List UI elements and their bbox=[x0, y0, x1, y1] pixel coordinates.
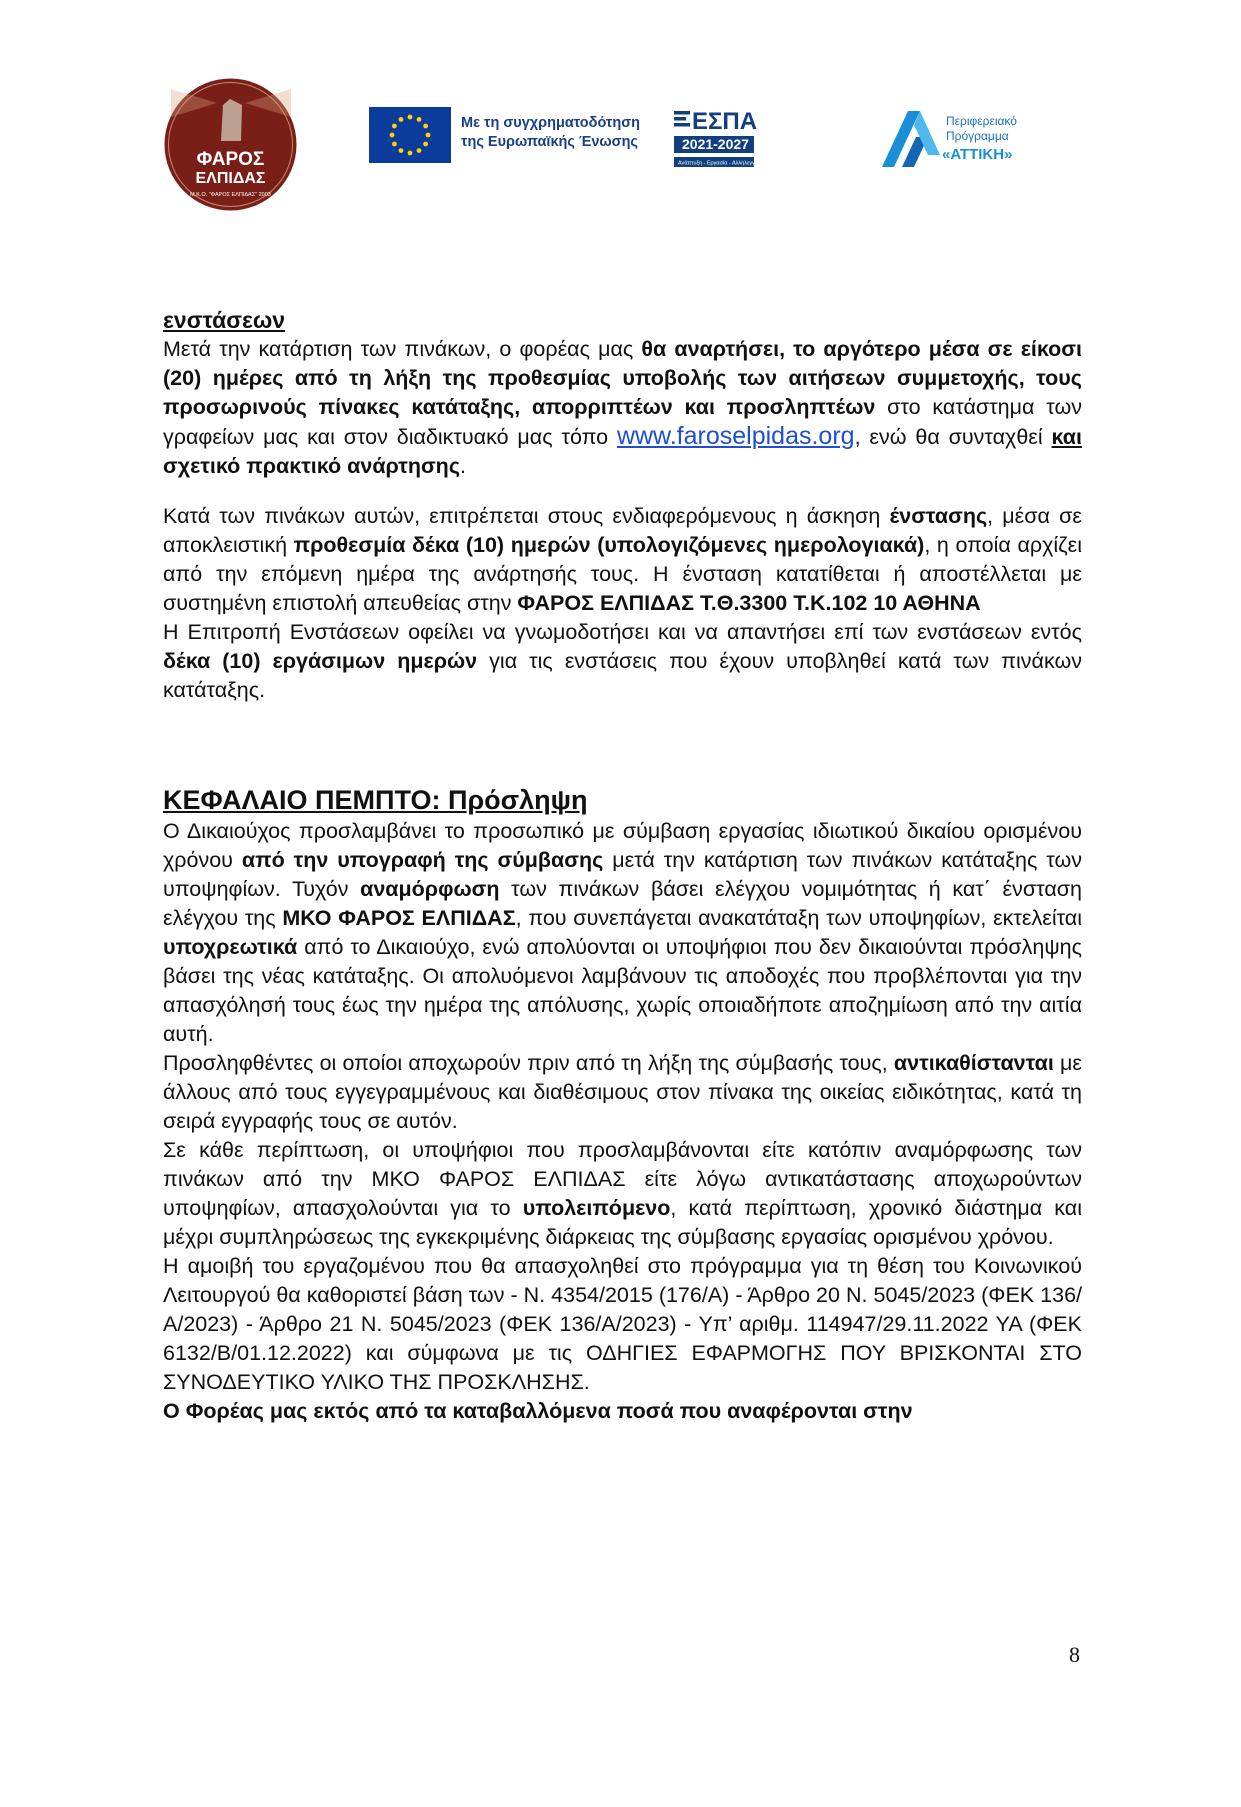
p2-bold-2: προθεσμία δέκα (10) ημερών (υπολογιζόμενες ημερολογιακά) bbox=[293, 533, 925, 557]
eu-cofunding-text bbox=[461, 114, 640, 152]
p4-text-1: Ο Δικαιούχος προσλαμβάνει το προσωπικό με σύμβαση εργασίας ιδιωτικού δικαίου ορισμένου χρόνου bbox=[163, 819, 1082, 872]
espa-title: ΕΣΠΑ bbox=[692, 108, 758, 135]
page-number: 8 bbox=[1069, 1642, 1080, 1667]
spacer bbox=[163, 705, 1082, 783]
p1-text-4: . bbox=[460, 454, 466, 478]
eu-text-line2: της Ευρωπαϊκής Ένωσης bbox=[461, 134, 638, 150]
p4-bold-2: αναμόρφωση bbox=[360, 877, 500, 901]
document-body bbox=[163, 305, 1082, 1426]
p5-text-1: Προσληφθέντες οι οποίοι αποχωρούν πριν από τη λήξη της σύμβασής τους, bbox=[163, 1051, 894, 1075]
eu-text-line1: Με τη συγχρηματοδότηση bbox=[461, 115, 641, 131]
p4-bold-4: υποχρεωτικά bbox=[163, 935, 298, 959]
p3-text-1: Η Επιτροπή Ενστάσεων οφείλει να γνωμοδοτήσει και να απαντήσει επί των ενστάσεων εντός bbox=[163, 620, 1082, 644]
p3-bold-1: δέκα (10) εργάσιμων ημερών bbox=[163, 649, 478, 673]
p1-bold-1: θα αναρτήσει, το αργότερο μέσα σε είκοσι (20) ημέρες από τη λήξη της προθεσμίας υποβολής των αιτήσεων συμμετοχής, τους προσωρινούς πίνακες κατάταξης, απορριπτέων και προσληπτέων bbox=[163, 337, 1082, 419]
p6-text-1: Σε κάθε περίπτωση, οι υποψήφιοι που προσλαμβάνονται είτε κατόπιν αναμόρφωσης των πινάκων από την ΜΚΟ ΦΑΡΟΣ ΕΛΠΙΔΑΣ είτε λόγω αντικατάστασης αποχωρούντων υποψηφίων, απασχολούνται για το bbox=[163, 1138, 1082, 1220]
paragraph-replacement bbox=[163, 1049, 1082, 1136]
paragraph-posting-tables bbox=[163, 335, 1082, 481]
p2-text-3: , η οποία αρχίζει από την επόμενη ημέρα της ανάρτησής τους. Η ένσταση κατατίθεται ή αποστέλλεται με συστημένη επιστολή απευθείας στην bbox=[163, 533, 1083, 615]
p2-bold-1: ένστασης bbox=[889, 504, 988, 528]
p4-text-5: από το Δικαιούχο, ενώ απολύονται οι υποψήφιοι που δεν δικαιούνται πρόσληψης βάσει της νέας κατάταξης. Οι απολυόμενοι λαμβάνουν τις αποδοχές που προβλέπονται για την απασχόλησή τους έως την ημέρα της απόλυσης, χωρίς οποιαδήποτε αποζημίωση από την αιτία αυτή. bbox=[163, 935, 1082, 1046]
attiki-line3: «ΑΤΤΙΚΗ» bbox=[942, 146, 1013, 163]
p5-bold-1: αντικαθίστανται bbox=[893, 1051, 1054, 1075]
espa-logo bbox=[672, 105, 767, 171]
paragraph-objection-right bbox=[163, 502, 1082, 618]
p4-bold-1: από την υπογραφή της σύμβασης bbox=[241, 848, 604, 872]
eu-cofunding-block bbox=[369, 107, 769, 177]
section-heading-objections: ενστάσεων bbox=[163, 307, 286, 333]
faros-logo-subtitle: Μ.Κ.Ο. "ΦΑΡΟΣ ΕΛΠΙΔΑΣ" 2003 bbox=[190, 192, 271, 198]
p2-text-1: Κατά των πινάκων αυτών, επιτρέπεται στους ενδιαφερόμενους η άσκηση bbox=[163, 504, 890, 528]
faros-elpidas-logo bbox=[163, 77, 298, 212]
p3-text-2: για τις ενστάσεις που έχουν υποβληθεί κατά των πινάκων κατάταξης. bbox=[163, 649, 1082, 702]
chapter-heading: ΚΕΦΑΛΑΙΟ ΠΕΜΠΤΟ: Πρόσληψη bbox=[163, 785, 588, 815]
p8-bold: Ο Φορέας μας εκτός από τα καταβαλλόμενα ποσά που αναφέρονται στην bbox=[163, 1399, 913, 1423]
faros-logo-line2: ΕΛΠΙΔΑΣ bbox=[195, 170, 266, 187]
p1-bold-underlined: και bbox=[1051, 425, 1082, 449]
p5-text-2: με άλλους από τους εγγεγραμμένους και διαθέσιμους στον πίνακα της οικείας ειδικότητας, κατά τη σειρά εγγραφής τους σε αυτόν. bbox=[163, 1051, 1083, 1133]
p6-text-2: , κατά περίπτωση, χρονικό διάστημα και μέχρι συμπληρώσεως της εγκεκριμένης διάρκειας της σύμβασης εργασίας ορισμένου χρόνου. bbox=[163, 1196, 1082, 1249]
attiki-line1: Περιφερειακό bbox=[946, 114, 1017, 128]
paragraph-remaining-period bbox=[163, 1136, 1082, 1252]
attiki-program-logo bbox=[874, 97, 1044, 177]
p1-text-3: , ενώ θα συνταχθεί bbox=[854, 425, 1052, 449]
p4-text-2: μετά την κατάρτιση των πινάκων κατάταξης των υποψηφίων. Τυχόν bbox=[163, 848, 1082, 901]
p1-bold-2: σχετικό πρακτικό ανάρτησης bbox=[163, 454, 461, 478]
page-header bbox=[0, 70, 1241, 220]
attiki-line2: Πρόγραμμα bbox=[946, 129, 1009, 143]
p1-text-1: Μετά την κατάρτιση των πινάκων, ο φορέας μας bbox=[163, 337, 642, 361]
p4-text-3: των πινάκων βάσει ελέγχου νομιμότητας ή κατ΄ ένσταση ελέγχου της bbox=[163, 877, 1082, 930]
espa-years: 2021-2027 bbox=[682, 136, 749, 152]
p2-text-2: , μέσα σε αποκλειστική bbox=[163, 504, 1082, 557]
eu-flag-icon bbox=[369, 107, 451, 163]
p4-text-4: , που συνεπάγεται ανακατάταξη των υποψηφίων, εκτελείται bbox=[515, 906, 1082, 930]
faros-logo-line1: ΦΑΡΟΣ bbox=[196, 149, 265, 170]
paragraph-remuneration: Η αμοιβή του εργαζομένου που θα απασχοληθεί στο πρόγραμμα για τη θέση του Κοινωνικού Λειτουργού θα καθοριστεί βάση των - Ν. 4354/2015 (176/Α) - Άρθρο 20 Ν. 5045/2023 (ΦΕΚ 136/Α/2023) - Άρθρο 21 Ν. 5045/2023 (ΦΕΚ 136/Α/2023) - Υπ’ αριθμ. 114947/29.11.2022 ΥΑ (ΦΕΚ 6132/Β/01.12.2022) και σύμφωνα με τις ΟΔΗΓΙΕΣ ΕΦΑΡΜΟΓΗΣ ΠΟΥ ΒΡΙΣΚΟΝΤΑΙ ΣΤΟ ΣΥΝΟΔΕΥΤΙΚΟ ΥΛΙΚΟ ΤΗΣ ΠΡΟΣΚΛΗΣΗΣ. bbox=[163, 1254, 1082, 1394]
paragraph-additional-amounts bbox=[163, 1397, 1082, 1426]
espa-tagline: Ανάπτυξη - Εργασία - Αλληλεγγύη bbox=[678, 160, 761, 167]
p6-bold-1: υπολειπόμενο bbox=[522, 1196, 671, 1220]
p4-bold-3: ΜΚΟ ΦΑΡΟΣ ΕΛΠΙΔΑΣ bbox=[282, 906, 516, 930]
paragraph-hiring bbox=[163, 817, 1082, 1049]
p2-bold-3: ΦΑΡΟΣ ΕΛΠΙΔΑΣ Τ.Θ.3300 Τ.Κ.102 10 ΑΘΗΝΑ bbox=[517, 591, 981, 615]
website-link[interactable]: www.faroselpidas.org bbox=[616, 422, 855, 450]
p1-text-2: στο κατάστημα των γραφείων μας και στον διαδικτυακό μας τόπο bbox=[163, 395, 1082, 449]
paragraph-objections-committee bbox=[163, 618, 1082, 705]
spacer bbox=[163, 481, 1082, 502]
